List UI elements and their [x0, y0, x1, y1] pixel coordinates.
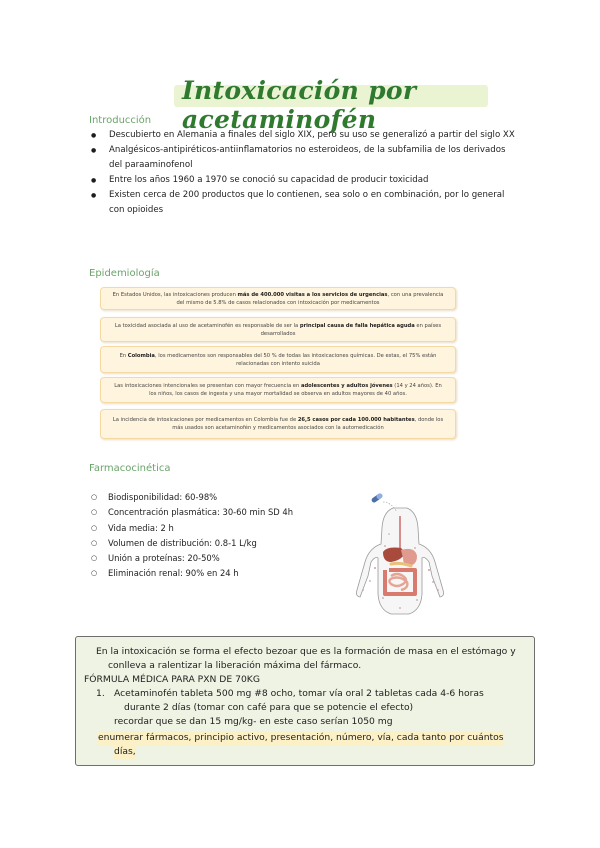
epidemiology-card: En Colombia, los medicamentos son responsables del 50 % de todas las intoxicaciones químicas. De estas, el 75% están relacionadas con intento suicida — [100, 346, 456, 373]
pharmacokinetics-item: ○ Concentración plasmática: 30-60 min SD 4h — [89, 505, 339, 520]
formula-title: FÓRMULA MÉDICA PARA PXN DE 70KG — [84, 674, 260, 685]
pharmacokinetics-list — [89, 490, 339, 582]
human-digestive-system-icon — [345, 486, 455, 616]
intro-item: ● Existen cerca de 200 productos que lo contienen, sea solo o en combinación, por lo general con opioides — [89, 188, 519, 218]
epidemiology-card: La toxicidad asociada al uso de acetaminofén es responsable de ser la principal causa de falla hepática aguda en países desarrollados — [100, 317, 456, 342]
epidemiology-card: Las intoxicaciones intencionales se presentan con mayor frecuencia en adolescentes y adultos jóvenes (14 y 24 años). En los niños, los casos de ingesta y una mayor mortalidad se observa en adultos mayores de 40 años. — [100, 377, 456, 403]
page-title: Intoxicación por acetaminofén — [182, 76, 417, 134]
pharmacokinetics-item: ○ Volumen de distribución: 0.8-1 L/kg — [89, 536, 339, 551]
pharmacokinetics-item: ○ Vida media: 2 h — [89, 521, 339, 536]
pharmacokinetics-item: ○ Biodisponibilidad: 60-98% — [89, 490, 339, 505]
reminder-line: enumerar fármacos, principio activo, presentación, número, vía, cada tanto por cuántos — [98, 732, 504, 743]
formula-item-line: durante 2 días (tomar con café para que se potencie el efecto) — [124, 702, 414, 713]
formula-item-number: 1. — [96, 688, 105, 699]
epidemiology-heading: Epidemiología — [89, 268, 160, 279]
note-line: conlleva a ralentizar la liberación máxima del fármaco. — [108, 660, 362, 671]
intro-heading: Introducción — [89, 115, 152, 126]
intro-list — [89, 128, 519, 218]
pharmacokinetics-item: ○ Eliminación renal: 90% en 24 h — [89, 566, 339, 581]
intro-item: ● Entre los años 1960 a 1970 se conoció su capacidad de producir toxicidad — [89, 173, 519, 188]
epidemiology-card: En Estados Unidos, las intoxicaciones producen más de 400.000 visitas a los servicios de urgencias, con una prevalencia del mismo de 5.8% de casos relacionados con intoxicación por medicamentos — [100, 287, 456, 310]
pharmacokinetics-heading: Farmacocinética — [89, 463, 171, 474]
intro-item: ● Analgésicos-antipiréticos-antiinflamatorios no esteroideos, de la subfamilia de los derivados del paraaminofenol — [89, 143, 519, 173]
reminder-line: días, — [114, 746, 136, 757]
note-box — [75, 636, 535, 766]
intro-item: ● Descubierto en Alemania a finales del siglo XIX, pero su uso se generalizó a partir del siglo XX — [89, 128, 519, 143]
pharmacokinetics-item: ○ Unión a proteínas: 20-50% — [89, 551, 339, 566]
epidemiology-card: La incidencia de intoxicaciones por medicamentos en Colombia fue de 26,5 casos por cada 100.000 habitantes, donde los más usados son acetaminofén y medicamentos asociados con la automedicación — [100, 409, 456, 439]
note-line: En la intoxicación se forma el efecto bezoar que es la formación de masa en el estómago y — [96, 646, 516, 657]
formula-item-line: Acetaminofén tableta 500 mg #8 ocho, tomar vía oral 2 tabletas cada 4-6 horas — [114, 688, 484, 699]
formula-item-line: recordar que se dan 15 mg/kg- en este caso serían 1050 mg — [114, 716, 393, 727]
